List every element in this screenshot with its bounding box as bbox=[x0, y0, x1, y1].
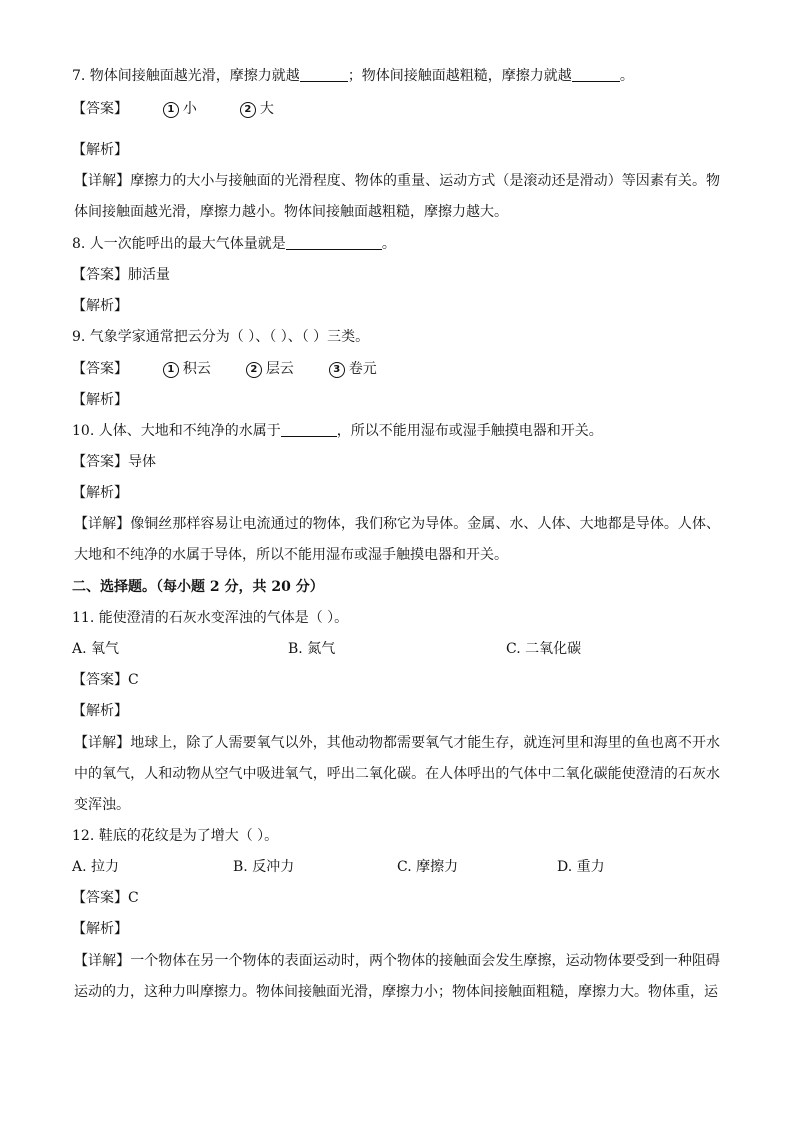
question-7-text-c: 。 bbox=[619, 68, 634, 84]
question-10 bbox=[72, 421, 603, 441]
detail-label: 【详解】 bbox=[74, 173, 131, 189]
answer-value: 卷元 bbox=[348, 361, 377, 377]
question-10-text-b: ，所以不能用湿布或湿手触摸电器和开关。 bbox=[336, 423, 603, 439]
question-8 bbox=[72, 234, 396, 254]
question-7-text-a: 7. 物体间接触面越光滑，摩擦力就越 bbox=[72, 68, 300, 84]
detail-label: 【详解】 bbox=[74, 735, 131, 751]
circled-number: 2 bbox=[246, 362, 262, 378]
question-8-text-a: 8. 人一次能呼出的最大气体量就是 bbox=[72, 236, 286, 252]
detail-label: 【详解】 bbox=[74, 516, 131, 532]
answer-value: 层云 bbox=[265, 361, 294, 377]
answer-row bbox=[72, 670, 139, 690]
option-a: A. 拉力 bbox=[72, 859, 120, 875]
question-8-text-b: 。 bbox=[381, 236, 396, 252]
answer-value: C bbox=[128, 672, 139, 688]
answer-blank bbox=[572, 67, 620, 82]
answer-value: C bbox=[128, 890, 139, 906]
circled-number: 3 bbox=[329, 362, 345, 378]
analysis-label: 【解析】 bbox=[72, 392, 128, 408]
question-11: 11. 能使澄清的石灰水变浑浊的气体是（ ）。 bbox=[72, 610, 349, 626]
answer-label: 【答案】 bbox=[72, 267, 128, 283]
option-c: C. 二氧化碳 bbox=[506, 641, 582, 657]
circled-number: 1 bbox=[163, 102, 179, 118]
answer-row bbox=[72, 359, 377, 379]
answer-row bbox=[72, 265, 170, 285]
question-12: 12. 鞋底的花纹是为了增大（ ）。 bbox=[72, 828, 279, 844]
answer-value: 导体 bbox=[128, 454, 156, 470]
answer-value: 大 bbox=[259, 101, 274, 117]
detail-text: 像铜丝那样容易让电流通过的物体，我们称它为导体。金属、水、人体、大地都是导体。人体、大地和不纯净的水属于导体，所以不能用湿布或湿手触摸电器和开关。 bbox=[74, 516, 721, 563]
detail-text: 一个物体在另一个物体的表面运动时，两个物体的接触面会发生摩擦，运动物体要受到一种阻碍运动的力，这种力叫摩擦力。物体间接触面光滑，摩擦力小；物体间接触面粗糙，摩擦力大。物体重，运 bbox=[74, 953, 721, 1000]
circled-number: 2 bbox=[240, 102, 256, 118]
option-b: B. 氮气 bbox=[288, 641, 336, 657]
detail-text: 地球上，除了人需要氧气以外，其他动物都需要氧气才能生存，就连河里和海里的鱼也离不开水中的氧气，人和动物从空气中吸进氧气，呼出二氧化碳。在人体呼出的气体中二氧化碳能使澄清的石灰水变浑浊。 bbox=[74, 735, 721, 813]
answer-label: 【答案】 bbox=[72, 101, 128, 117]
analysis-label: 【解析】 bbox=[72, 485, 128, 501]
answer-value: 肺活量 bbox=[128, 267, 170, 283]
answer-row bbox=[72, 99, 274, 119]
answer-row bbox=[72, 452, 156, 472]
circled-number: 1 bbox=[163, 362, 179, 378]
detail-text: 摩擦力的大小与接触面的光滑程度、物体的重量、运动方式（是滚动还是滑动）等因素有关。物体间接触面越光滑，摩擦力越小。物体间接触面越粗糙，摩擦力越大。 bbox=[74, 173, 721, 220]
question-10-text-a: 10. 人体、大地和不纯净的水属于 bbox=[72, 423, 281, 439]
option-c: C. 摩擦力 bbox=[397, 859, 459, 875]
analysis-label: 【解析】 bbox=[72, 921, 128, 937]
section-heading: 二、选择题。（每小题 2 分，共 20 分） bbox=[72, 579, 324, 595]
answer-value: 积云 bbox=[182, 361, 211, 377]
detail-paragraph bbox=[74, 166, 720, 228]
answer-label: 【答案】 bbox=[72, 890, 128, 906]
option-d: D. 重力 bbox=[557, 859, 605, 875]
detail-paragraph bbox=[74, 728, 720, 821]
question-9: 9. 气象学家通常把云分为（ ）、（ ）、（ ）三类。 bbox=[72, 329, 370, 345]
answer-value: 小 bbox=[182, 101, 197, 117]
answer-blank bbox=[300, 67, 348, 82]
option-b: B. 反冲力 bbox=[233, 859, 295, 875]
question-7-text-b: ；物体间接触面越粗糙，摩擦力就越 bbox=[347, 68, 572, 84]
detail-label: 【详解】 bbox=[74, 953, 131, 969]
analysis-label: 【解析】 bbox=[72, 703, 128, 719]
answer-blank bbox=[281, 422, 337, 437]
analysis-label: 【解析】 bbox=[72, 298, 128, 314]
analysis-label: 【解析】 bbox=[72, 142, 128, 158]
option-a: A. 氧气 bbox=[72, 641, 120, 657]
question-7 bbox=[72, 66, 634, 86]
detail-paragraph bbox=[74, 509, 720, 571]
answer-label: 【答案】 bbox=[72, 672, 128, 688]
answer-label: 【答案】 bbox=[72, 361, 128, 377]
answer-row bbox=[72, 888, 139, 908]
answer-blank bbox=[286, 235, 382, 250]
answer-label: 【答案】 bbox=[72, 454, 128, 470]
detail-paragraph bbox=[74, 946, 720, 1008]
